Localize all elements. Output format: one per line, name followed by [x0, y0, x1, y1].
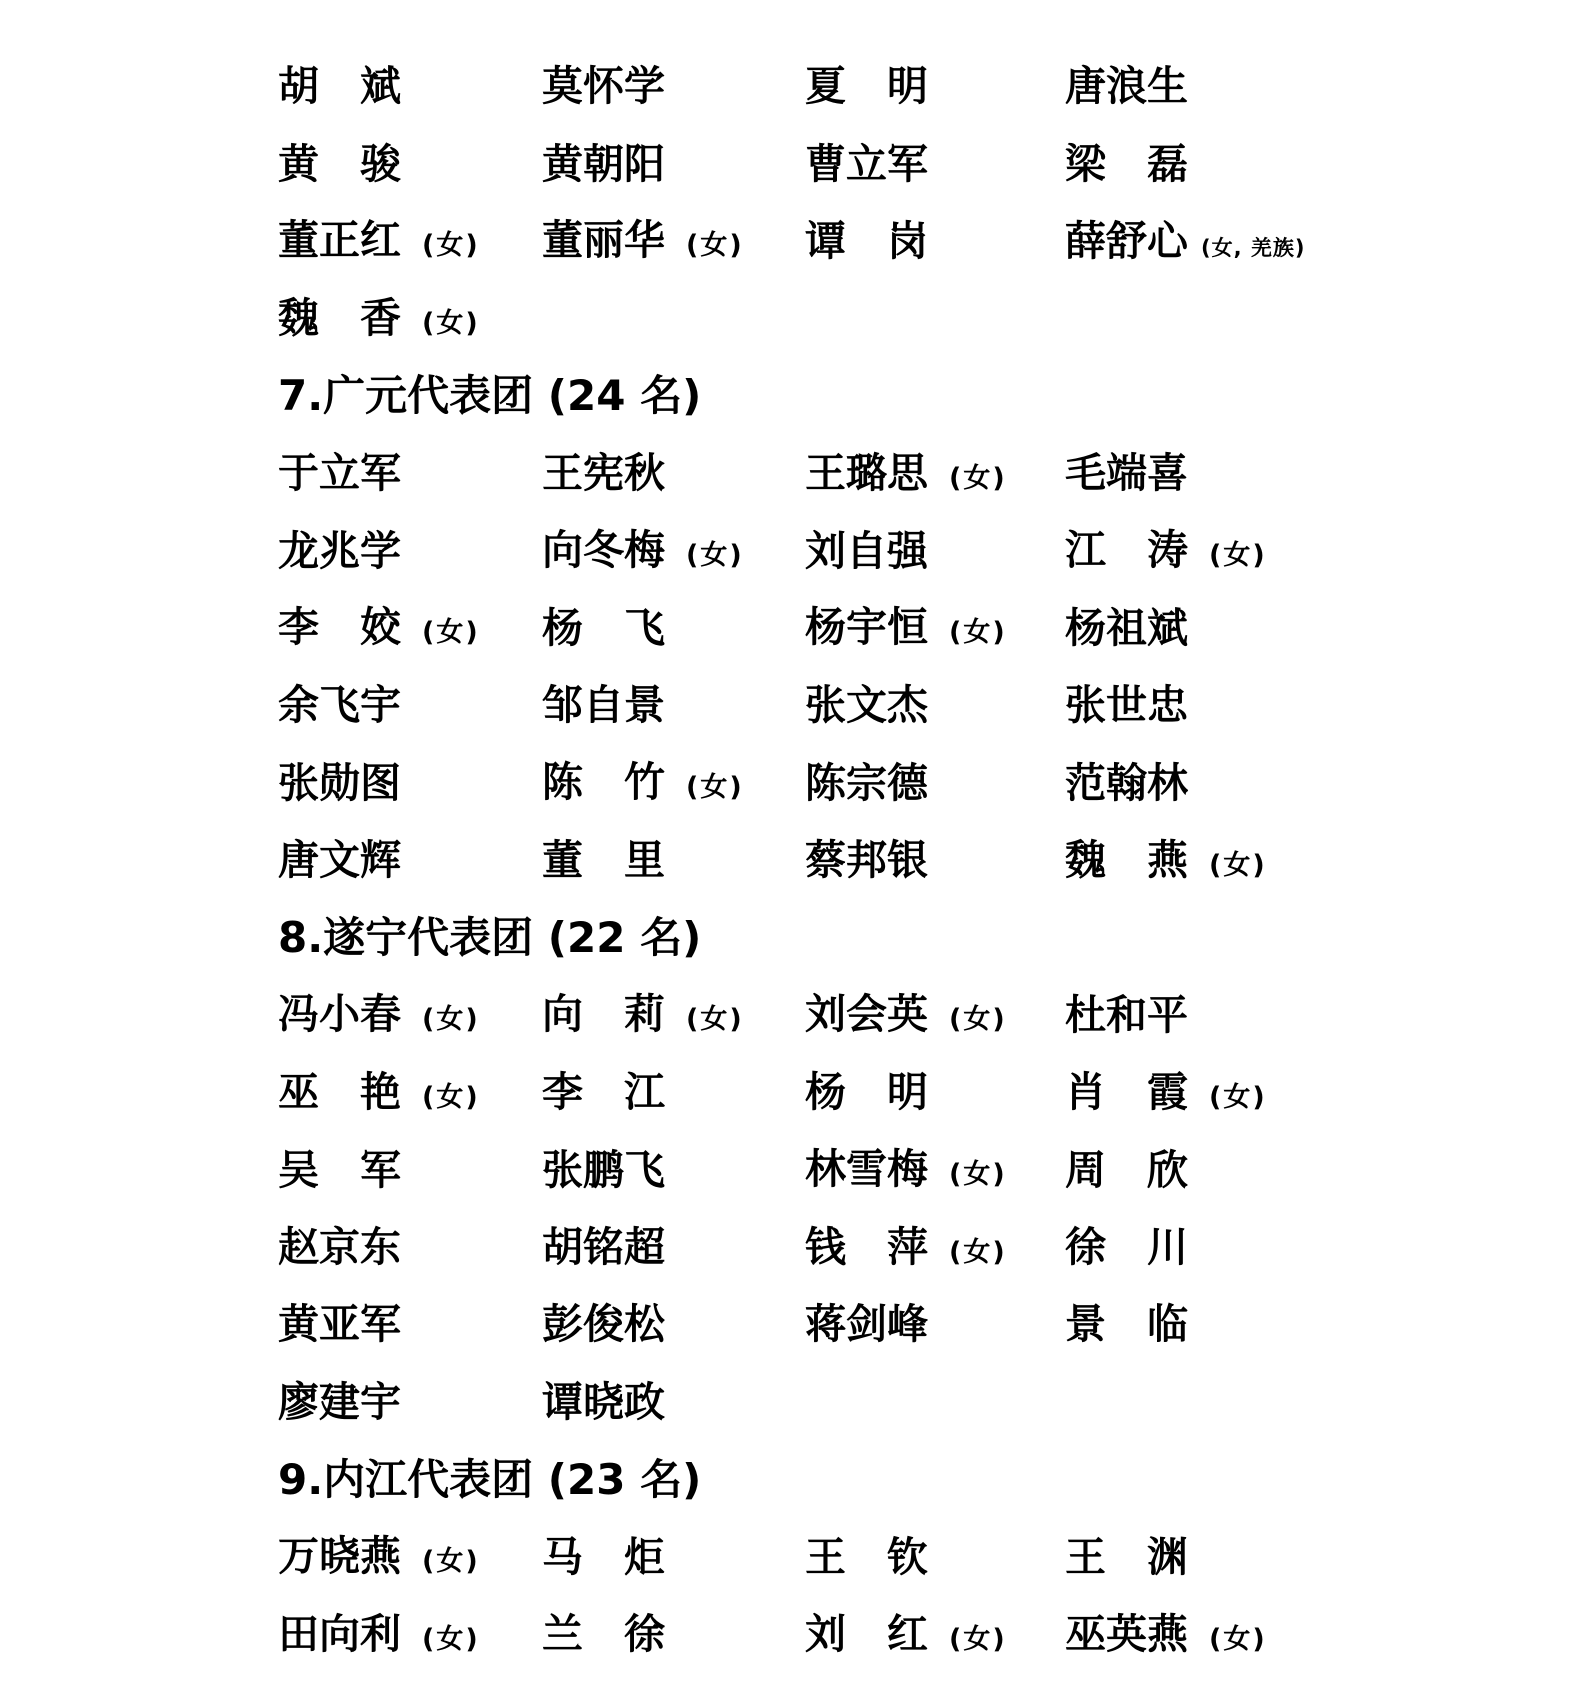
- delegate-name: 钱 萍: [805, 1222, 928, 1271]
- gender-ethnicity-note: (女): [422, 1081, 480, 1113]
- delegate-name: 张世忠: [1065, 681, 1188, 730]
- name-cell: [278, 62, 542, 111]
- gender-ethnicity-note: (女): [686, 772, 744, 804]
- delegate-name: 江 涛: [1065, 526, 1188, 575]
- name-row: [278, 1131, 1579, 1208]
- delegate-name: 吴 军: [278, 1145, 401, 1194]
- gender-ethnicity-note: (女): [422, 1004, 480, 1036]
- name-row: [278, 1054, 1579, 1131]
- delegate-name: 张文杰: [805, 681, 928, 730]
- section-header: [278, 899, 1579, 976]
- delegate-name: 张勋图: [278, 758, 401, 807]
- delegate-name: 蒋剑峰: [805, 1300, 928, 1349]
- delegate-name: 王 渊: [1065, 1532, 1188, 1581]
- delegate-name: 王璐思: [805, 448, 928, 497]
- delegate-name: 杨祖斌: [1065, 603, 1188, 652]
- name-row: [278, 1518, 1579, 1595]
- name-cell: [542, 990, 805, 1039]
- delegate-name: 黄亚军: [278, 1300, 401, 1349]
- delegate-name: 黄 骏: [278, 139, 401, 188]
- delegate-name: 景 临: [1065, 1300, 1188, 1349]
- name-row: [278, 977, 1579, 1054]
- delegate-name: 范翰林: [1065, 758, 1188, 807]
- name-row: [278, 1364, 1579, 1441]
- delegate-name: 于立军: [278, 449, 401, 498]
- name-cell: [1065, 1067, 1267, 1116]
- name-cell: [805, 990, 1065, 1039]
- name-cell: [805, 448, 1065, 497]
- gender-ethnicity-note: (女): [422, 1623, 480, 1655]
- delegate-name: 冯小春: [278, 990, 401, 1039]
- section-header-text: 9.内江代表团 (23 名): [278, 1454, 702, 1504]
- gender-ethnicity-note: (女, 羌族): [1201, 235, 1306, 260]
- delegate-name: 邹自景: [542, 681, 665, 730]
- delegate-name: 李 江: [542, 1068, 665, 1117]
- section-header: [278, 1441, 1579, 1518]
- name-cell: [542, 1300, 805, 1349]
- name-cell: [1065, 758, 1189, 807]
- name-cell: [278, 1145, 542, 1194]
- name-cell: [278, 139, 542, 188]
- delegate-name: 谭晓政: [542, 1377, 665, 1426]
- gender-ethnicity-note: (女): [1209, 540, 1267, 572]
- delegate-name: 杜和平: [1065, 990, 1188, 1039]
- delegate-name: 刘会英: [805, 990, 928, 1039]
- delegate-name: 杨宇恒: [805, 603, 928, 652]
- delegate-name: 巫 艳: [278, 1067, 401, 1116]
- delegate-name: 梁 磊: [1065, 139, 1188, 188]
- gender-ethnicity-note: (女): [1209, 1081, 1267, 1113]
- gender-ethnicity-note: (女): [422, 617, 480, 649]
- delegate-name: 毛端喜: [1065, 449, 1188, 498]
- name-cell: [278, 603, 542, 652]
- name-cell: [542, 1145, 805, 1194]
- name-cell: [805, 758, 1065, 807]
- delegate-name: 王宪秋: [542, 449, 665, 498]
- name-cell: [542, 1068, 805, 1117]
- delegate-name: 黄朝阳: [542, 139, 665, 188]
- name-cell: [542, 1223, 805, 1272]
- name-cell: [278, 1377, 542, 1426]
- delegate-name: 龙兆学: [278, 526, 401, 575]
- name-cell: [1065, 603, 1189, 652]
- section-header: [278, 358, 1579, 435]
- name-cell: [1065, 1609, 1267, 1658]
- name-cell: [805, 526, 1065, 575]
- name-cell: [542, 1377, 805, 1426]
- name-cell: [542, 449, 805, 498]
- delegate-name: 林雪梅: [805, 1145, 928, 1194]
- delegate-name: 向冬梅: [542, 526, 665, 575]
- name-cell: [805, 681, 1065, 730]
- name-row: [278, 48, 1579, 125]
- delegate-name: 彭俊松: [542, 1300, 665, 1349]
- name-cell: [1065, 139, 1189, 188]
- delegate-name: 胡铭超: [542, 1223, 665, 1272]
- name-cell: [1065, 216, 1306, 265]
- name-cell: [542, 603, 805, 652]
- gender-ethnicity-note: (女): [949, 1159, 1007, 1191]
- delegate-name: 徐 川: [1065, 1223, 1188, 1272]
- delegate-name: 王 钦: [805, 1532, 928, 1581]
- gender-ethnicity-note: (女): [1209, 849, 1267, 881]
- delegate-name: 余飞宇: [278, 681, 401, 730]
- name-cell: [805, 1222, 1065, 1271]
- gender-ethnicity-note: (女): [422, 307, 480, 339]
- delegate-name: 李 姣: [278, 603, 401, 652]
- name-cell: [1065, 1145, 1189, 1194]
- delegate-name: 董正红: [278, 216, 401, 265]
- name-cell: [278, 216, 542, 265]
- delegate-name: 唐浪生: [1065, 62, 1188, 111]
- gender-ethnicity-note: (女): [1209, 1623, 1267, 1655]
- name-cell: [805, 1532, 1065, 1581]
- name-row: [278, 1209, 1579, 1286]
- name-row: [278, 203, 1579, 280]
- name-row: [278, 435, 1579, 512]
- delegate-name: 董丽华: [542, 216, 665, 265]
- name-cell: [1065, 681, 1189, 730]
- delegate-name: 向 莉: [542, 990, 665, 1039]
- name-row: [278, 1286, 1579, 1363]
- delegate-name: 曹立军: [805, 139, 928, 188]
- name-cell: [1065, 990, 1189, 1039]
- name-cell: [1065, 1300, 1189, 1349]
- gender-ethnicity-note: (女): [949, 1236, 1007, 1268]
- name-cell: [542, 1610, 805, 1658]
- name-cell: [542, 62, 805, 111]
- gender-ethnicity-note: (女): [949, 462, 1007, 494]
- gender-ethnicity-note: (女): [686, 540, 744, 572]
- gender-ethnicity-note: (女): [686, 1004, 744, 1036]
- name-cell: [542, 758, 805, 807]
- name-row: [278, 1596, 1579, 1673]
- name-cell: [1065, 449, 1189, 498]
- name-row: [278, 745, 1579, 822]
- name-cell: [542, 836, 805, 885]
- delegate-name: 蔡邦银: [805, 836, 928, 885]
- name-cell: [1065, 526, 1267, 575]
- name-cell: [805, 603, 1065, 652]
- name-cell: [278, 1223, 542, 1272]
- name-cell: [1065, 62, 1189, 111]
- delegate-name: 刘自强: [805, 526, 928, 575]
- delegate-name: 周 欣: [1065, 1145, 1188, 1194]
- name-cell: [805, 836, 1065, 885]
- gender-ethnicity-note: (女): [422, 1546, 480, 1578]
- name-row: [278, 590, 1579, 667]
- name-row: [278, 822, 1579, 899]
- name-cell: [278, 758, 542, 807]
- delegate-name: 张鹏飞: [542, 1145, 665, 1194]
- name-cell: [805, 1300, 1065, 1349]
- name-cell: [542, 139, 805, 188]
- name-cell: [278, 990, 542, 1039]
- delegate-name: 巫英燕: [1065, 1609, 1188, 1658]
- name-cell: [1065, 1223, 1189, 1272]
- delegate-name: 胡 斌: [278, 62, 401, 111]
- delegate-name: 赵京东: [278, 1223, 401, 1272]
- delegate-name: 夏 明: [805, 62, 928, 111]
- gender-ethnicity-note: (女): [949, 617, 1007, 649]
- name-cell: [542, 681, 805, 730]
- name-cell: [805, 1068, 1065, 1117]
- name-row: [278, 512, 1579, 589]
- name-cell: [1065, 835, 1267, 884]
- delegate-name: 刘 红: [805, 1609, 928, 1658]
- delegate-name: 唐文辉: [278, 836, 401, 885]
- delegate-name: 董 里: [542, 836, 665, 885]
- delegate-name: 魏 香: [278, 293, 401, 342]
- name-cell: [278, 1609, 542, 1658]
- name-cell: [278, 681, 542, 730]
- gender-ethnicity-note: (女): [686, 230, 744, 262]
- delegate-name: 廖建宇: [278, 1377, 401, 1426]
- delegate-name: 田向利: [278, 1609, 401, 1658]
- name-cell: [542, 526, 805, 575]
- delegate-name: 马 炬: [542, 1532, 665, 1581]
- name-cell: [278, 1067, 542, 1116]
- delegate-name: 兰 徐: [542, 1610, 665, 1658]
- name-cell: [278, 526, 542, 575]
- delegate-name: 谭 岗: [805, 216, 928, 265]
- section-header-text: 8.遂宁代表团 (22 名): [278, 912, 702, 962]
- delegate-name: 魏 燕: [1065, 835, 1188, 884]
- name-cell: [542, 1532, 805, 1581]
- delegate-name: 薛舒心: [1065, 216, 1188, 265]
- name-cell: [278, 836, 542, 885]
- gender-ethnicity-note: (女): [949, 1623, 1007, 1655]
- name-cell: [278, 449, 542, 498]
- delegate-name: 杨 飞: [542, 603, 665, 652]
- delegate-name: 陈宗德: [805, 758, 928, 807]
- delegate-name: 莫怀学: [542, 62, 665, 111]
- name-cell: [1065, 1532, 1189, 1581]
- name-row: [278, 125, 1579, 202]
- delegate-name: 杨 明: [805, 1068, 928, 1117]
- name-cell: [542, 216, 805, 265]
- name-cell: [805, 62, 1065, 111]
- name-cell: [805, 1609, 1065, 1658]
- name-cell: [278, 1532, 542, 1581]
- name-row: [278, 280, 1579, 357]
- delegate-name: 肖 霞: [1065, 1067, 1188, 1116]
- name-row: [278, 667, 1579, 744]
- gender-ethnicity-note: (女): [949, 1004, 1007, 1036]
- gender-ethnicity-note: (女): [422, 230, 480, 262]
- name-cell: [278, 1300, 542, 1349]
- name-cell: [278, 293, 542, 342]
- delegate-name: 陈 竹: [542, 758, 665, 807]
- name-cell: [805, 216, 1065, 265]
- name-cell: [805, 139, 1065, 188]
- section-header-text: 7.广元代表团 (24 名): [278, 371, 702, 421]
- delegate-name: 万晓燕: [278, 1532, 401, 1581]
- name-cell: [805, 1145, 1065, 1194]
